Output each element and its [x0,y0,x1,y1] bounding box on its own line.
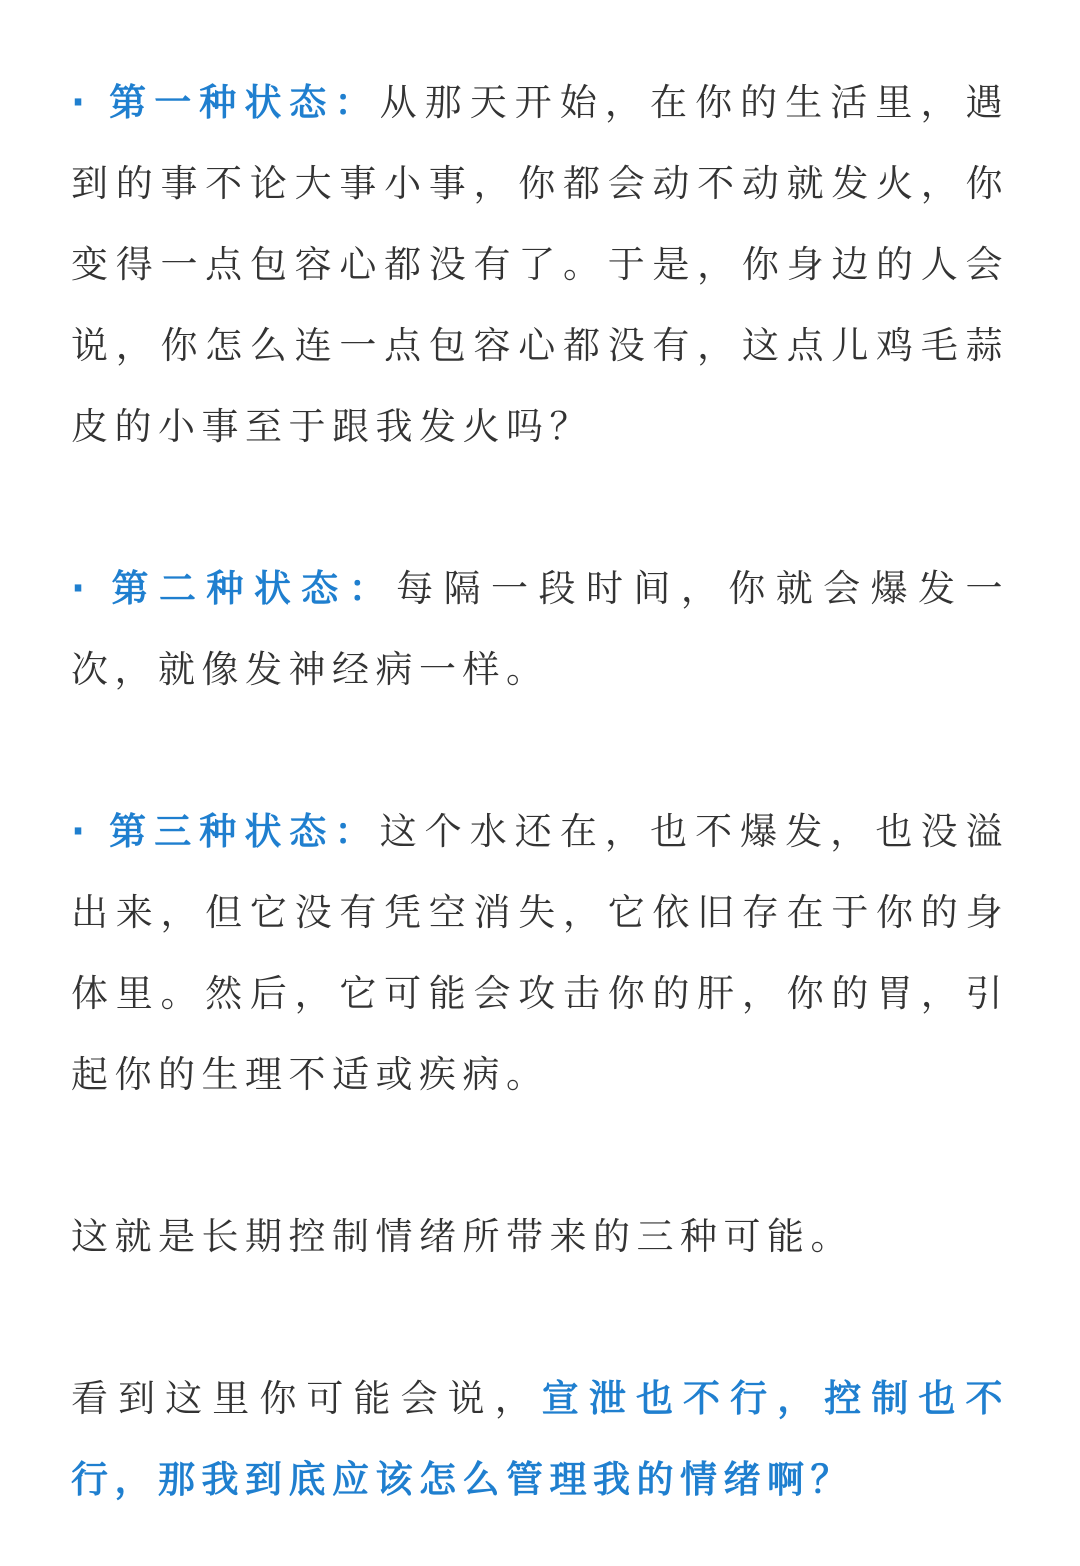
bullet-dot: · [71,81,92,124]
state-three-label: 第三种状态： [107,810,380,853]
closing-paragraph [71,1358,1009,1520]
state-three-paragraph [71,791,1009,1115]
spacer [71,467,1009,548]
state-one-paragraph [71,62,1009,467]
closing-highlight: 宣泄也不行，控制也不行，那我到底应该怎么管理我的情绪啊？ [71,1377,1010,1501]
article-body [71,62,1009,1520]
spacer [71,710,1009,791]
summary-paragraph: 这就是长期控制情绪所带来的三种可能。 [71,1215,854,1258]
state-two-label: 第二种状态： [107,567,397,610]
bullet-dot: · [71,567,92,610]
state-one-label: 第一种状态： [107,81,380,124]
bullet-dot: · [71,810,92,853]
closing-prefix: 看到这里你可能会说， [71,1377,542,1420]
spacer [71,1277,1009,1358]
state-two-paragraph [71,548,1009,710]
spacer [71,1115,1009,1196]
state-two-text: 每隔一段时间，你就会爆发一次，就像发神经病一样。 [71,567,1010,691]
state-one-text: 从那天开始，在你的生活里，遇到的事不论大事小事，你都会动不动就发火，你变得一点包容心都没有了。于是，你身边的人会说，你怎么连一点包容心都没有，这点儿鸡毛蒜皮的小事至于跟我发火吗？ [71,81,1010,448]
state-three-text: 这个水还在，也不爆发，也没溢出来，但它没有凭空消失，它依旧存在于你的身体里。然后，它可能会攻击你的肝，你的胃，引起你的生理不适或疾病。 [71,810,1010,1096]
